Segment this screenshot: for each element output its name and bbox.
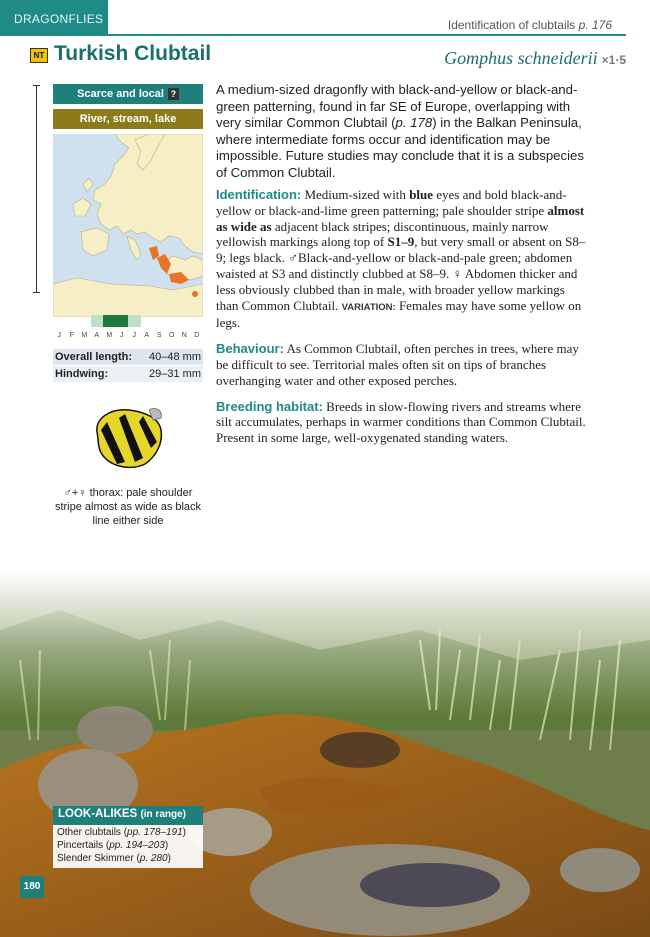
flight-cell (91, 315, 104, 327)
variation-text: Females may have some yellow on legs. (216, 297, 582, 331)
month-label: A (144, 332, 150, 339)
month-label: O (169, 332, 175, 339)
month-label: J (132, 332, 136, 339)
identification-text: Medium-sized with (301, 187, 410, 202)
variation-label: VARIATION: (341, 301, 396, 313)
measurement-value: 40–48 mm (149, 351, 201, 363)
lookalikes-list (53, 825, 203, 868)
lookalike-name: Other clubtails ( (57, 827, 128, 838)
lookalike-ref: pp. 194–203 (109, 840, 165, 852)
lookalikes-title: LOOK-ALIKES (58, 808, 138, 820)
month-label: S (156, 332, 162, 339)
lookalike-ref: p. 280 (139, 853, 168, 865)
measurement-row (53, 349, 203, 365)
month-label: M (81, 332, 88, 339)
scientific-name-block (444, 48, 626, 69)
flight-cell (128, 315, 141, 327)
lookalike-end: ) (167, 853, 171, 865)
breeding-heading: Breeding habitat: (216, 398, 323, 414)
threat-status-badge: NT (30, 48, 48, 63)
running-head-page-ref: p. 176 (578, 18, 612, 32)
flight-cell (53, 315, 66, 327)
measurement-value: 29–31 mm (149, 368, 201, 380)
month-label: D (194, 332, 200, 339)
month-label: J (57, 332, 61, 339)
header-rule (0, 34, 626, 36)
measurement-label: Hindwing: (55, 368, 109, 380)
lookalike-end: ) (164, 840, 169, 852)
breeding-paragraph (216, 399, 588, 446)
identification-paragraph (216, 187, 588, 331)
lookalike-item (57, 839, 199, 852)
flight-cell (116, 315, 129, 327)
flight-cell (191, 315, 204, 327)
section-tab: DRAGONFLIES (0, 0, 108, 34)
flight-cell (103, 315, 116, 327)
flight-cell (178, 315, 191, 327)
month-label: N (181, 332, 187, 339)
measurement-label: Overall length: (55, 351, 133, 363)
month-label: F (69, 332, 74, 339)
page-number: 180 (20, 876, 44, 898)
status-chip (53, 84, 203, 104)
life-size-bar (36, 85, 37, 293)
flight-period-bar (53, 315, 203, 327)
thorax-caption: ♂+♀ thorax: pale shoulder stripe almost as wide as black line either side (54, 487, 202, 527)
status-help-icon[interactable]: ? (168, 88, 179, 100)
sidebar (53, 84, 203, 528)
identification-bold: almost as wide as (216, 202, 585, 234)
behaviour-paragraph (216, 341, 588, 388)
scale-label: ×1·5 (601, 53, 626, 67)
intro-text: A medium-sized dragonfly with black-and-yellow or black-and-green patterning, found in far SE of Europe, overlapping with very similar Common Clubtail ( (216, 82, 578, 130)
month-label: M (106, 332, 113, 339)
distribution-map (53, 134, 203, 317)
lookalike-item (57, 852, 199, 865)
flight-cell (153, 315, 166, 327)
species-title (30, 42, 626, 72)
intro-paragraph (216, 82, 588, 181)
intro-page-ref: p. 178 (395, 115, 433, 130)
measurements-table (53, 349, 203, 382)
lookalike-ref: pp. 178–191 (127, 827, 183, 838)
lookalike-name: Slender Skimmer ( (57, 853, 140, 865)
lookalike-item (57, 826, 199, 839)
lookalike-end: ) (182, 827, 186, 838)
flight-cell (66, 315, 79, 327)
identification-text: eyes and bold black-and-yellow or black-and-lime green patterning; pale shoulder stripe (216, 187, 567, 218)
status-label: Scarce and local (77, 88, 164, 100)
running-head-text: Identification of clubtails (447, 18, 576, 32)
month-label: J (120, 332, 124, 339)
identification-text: , but very small or absent on S8–9; legs black. ♂Black-and-yellow or black-and-pale green; abdomen waisted at S3 and distinctly clubbed at S8–9. ♀ Abdomen thicker and less obviously clubbed than in male, with broader yellow markings than Common Clubtail. (216, 234, 586, 313)
identification-text: adjacent black stripes; discontinuous, mainly narrow yellowish markings along top of (216, 218, 549, 250)
identification-bold: S1–9 (387, 234, 415, 250)
habitat-chip: River, stream, lake (53, 109, 203, 129)
intro-text: ) in the Balkan Peninsula, where intermediate forms occur and identification may be impossible. Future studies may conclude that it is a subspecies of Common Clubtail. (216, 115, 584, 180)
behaviour-heading: Behaviour: (216, 341, 284, 357)
flight-cell (141, 315, 154, 327)
thorax-illustration (85, 402, 171, 472)
measurement-row (53, 366, 203, 382)
scientific-name: Gomphus schneiderii (444, 48, 598, 68)
month-labels (53, 329, 203, 343)
flight-cell (166, 315, 179, 327)
month-label: A (94, 332, 100, 339)
behaviour-text: As Common Clubtail, often perches in trees, where may be difficult to see. Territorial males often sit on tips of branches overhanging water and other exposed perches. (216, 341, 579, 388)
species-account (216, 82, 588, 446)
flight-cell (78, 315, 91, 327)
lookalikes-heading (53, 806, 203, 825)
identification-heading: Identification: (216, 187, 302, 202)
lookalikes-box (53, 806, 203, 868)
lookalikes-subtitle: (in range) (140, 809, 186, 820)
lookalike-name: Pincertails ( (57, 840, 110, 852)
habitat-photo (0, 570, 650, 937)
running-head (448, 18, 612, 32)
common-name: Turkish Clubtail (54, 42, 212, 65)
breeding-text: Breeds in slow-flowing rivers and streams where silt accumulates, perhaps in warmer conditions than Common Clubtail. Present in some large, well-oxygenated standing waters. (216, 398, 586, 446)
identification-bold: blue (409, 187, 434, 202)
